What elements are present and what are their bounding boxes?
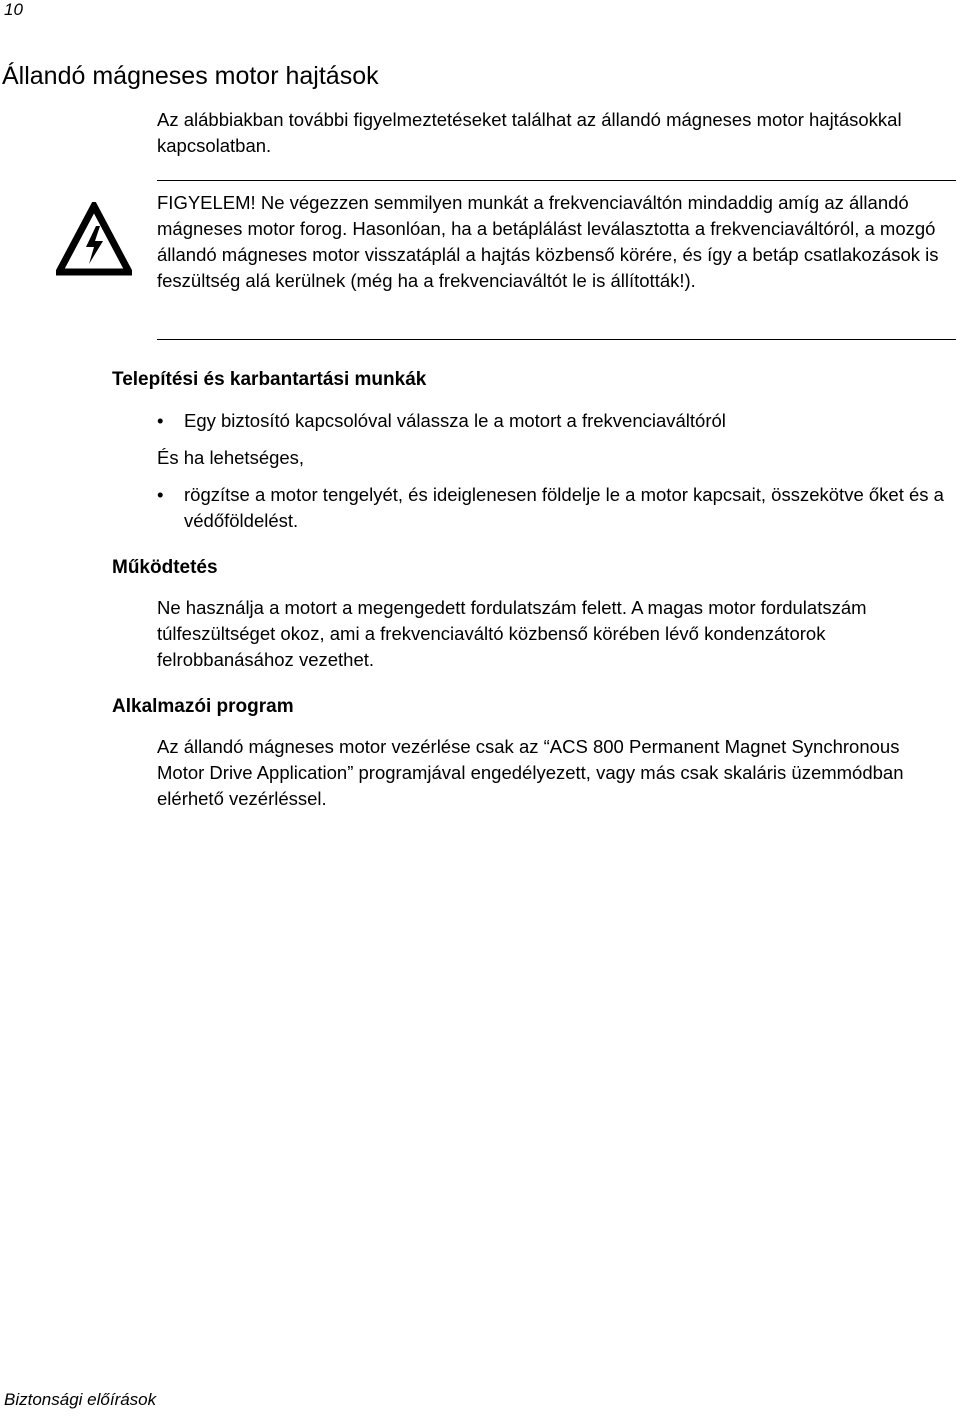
operation-heading: Működtetés — [112, 557, 218, 578]
bullet-mark: • — [157, 410, 164, 431]
operation-paragraph: Ne használja a motort a megengedett fordulatszám felett. A magas motor fordulatszám túlfeszültséget okoz, ami a frekvenciaváltó közbenső körében lévő kondenzátorok felrobbanásához vezethet. — [157, 597, 867, 670]
application-heading: Alkalmazói program — [112, 696, 294, 717]
warning-bottom-rule — [157, 339, 956, 340]
intro-paragraph: Az alábbiakban további figyelmeztetéseket találhat az állandó mágneses motor hajtásokkal kapcsolatban. — [157, 109, 902, 156]
warning-top-rule — [157, 180, 956, 181]
application-paragraph: Az állandó mágneses motor vezérlése csak az “ACS 800 Permanent Magnet Synchronous Motor Drive Application” programjával engedélyezett, vagy más csak skaláris üzemmódban elérhető vezérléssel. — [157, 736, 904, 809]
bullet-text: rögzítse a motor tengelyét, és ideiglenesen földelje le a motor kapcsait, összekötve őket és a védőföldelést. — [184, 484, 944, 531]
list-item — [157, 408, 947, 434]
warning-label: FIGYELEM! — [157, 192, 256, 213]
install-heading: Telepítési és karbantartási munkák — [112, 369, 427, 390]
warning-body: Ne végezzen semmilyen munkát a frekvenciaváltón mindaddig amíg az állandó mágneses motor forog. Hasonlóan, ha a betáplálást leválasztotta a frekvenciaváltóról, a mozgó állandó mágneses motor visszatáplál a hajtás közbenső körére, és így a betáp csatlakozások is feszültség alá kerülnek (még ha a frekvenciaváltót le is állították!). — [157, 192, 939, 291]
warning-paragraph — [157, 190, 947, 294]
page-title: Állandó mágneses motor hajtások — [2, 62, 379, 90]
list-item — [157, 482, 947, 534]
bullet-text: Egy biztosító kapcsolóval válassza le a motort a frekvenciaváltóról — [184, 410, 726, 431]
page-number: 10 — [4, 0, 23, 19]
electrical-hazard-icon — [56, 202, 132, 276]
footer-section-title: Biztonsági előírások — [4, 1390, 157, 1409]
conditional-text: És ha lehetséges, — [157, 447, 305, 468]
bullet-mark: • — [157, 484, 164, 505]
